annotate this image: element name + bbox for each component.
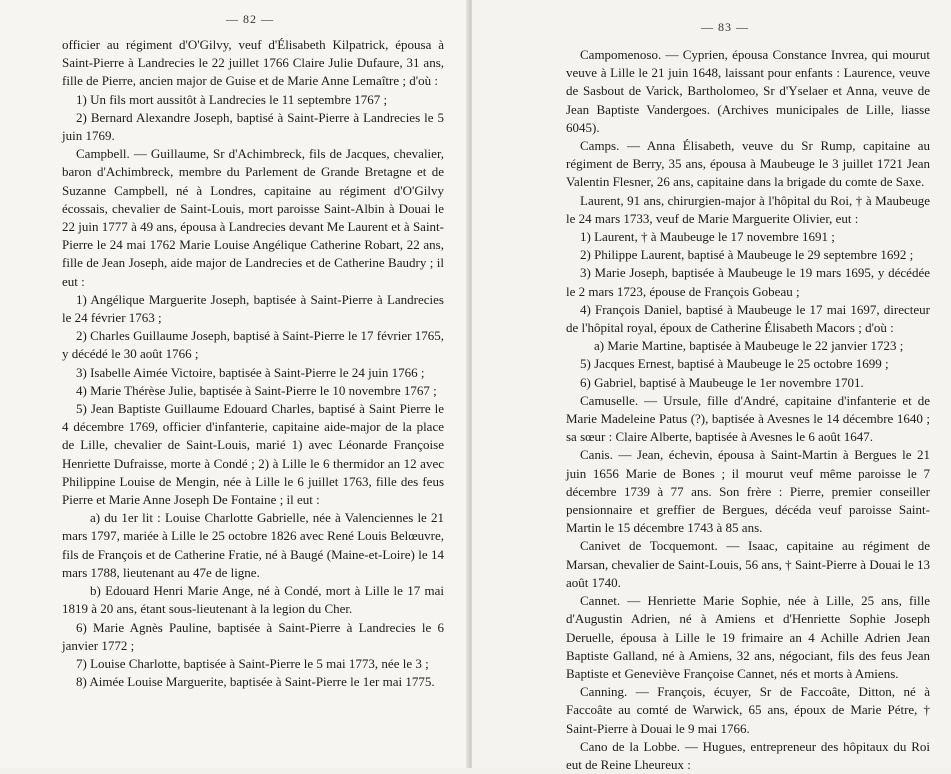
- list-item: 6) Gabriel, baptisé à Maubeuge le 1er novembre 1701.: [580, 374, 864, 390]
- entry-camuselle: Camuselle. — Ursule, fille d'André, capitaine d'infanterie et de Marie Madeleine Patus (?), baptisée à Avesnes le 14 décembre 1640 ; sa sœur : Claire Alberte, baptisée à Avesnes le 6 août 1647.: [566, 392, 930, 445]
- list-item: 1) Un fils mort aussitôt à Landrecies le 11 septembre 1767 ;: [76, 91, 388, 107]
- list-item: 4) François Daniel, baptisé à Maubeuge le 17 mai 1697, directeur de l'hôpital royal, époux de Catherine Élisabeth Macors ; d'où :: [566, 301, 930, 336]
- list-item: 1) Angélique Marguerite Joseph, baptisée à Saint-Pierre à Landrecies le 24 février 1763 ;: [62, 291, 444, 326]
- page-number: — 82 —: [226, 12, 274, 26]
- entry-cano-de-la-lobbe: Cano de la Lobbe. — Hugues, entrepreneur des hôpitaux du Roi eut de Reine Lheureux :: [566, 738, 930, 772]
- list-item: 2) Charles Guillaume Joseph, baptisé à Saint-Pierre le 17 février 1765, y décédé le 30 août 1766 ;: [62, 328, 444, 362]
- list-item: 7) Louise Charlotte, baptisée à Saint-Pierre le 5 mai 1773, née le 3 ;: [76, 655, 429, 671]
- page-number: — 83 —: [701, 20, 749, 34]
- list-subitem: a) du 1er lit : Louise Charlotte Gabrielle, née à Valenciennes le 21 mars 1797, mariée à Lille le 25 octobre 1826 avec René Louis Belœuvre, fils de François et de Catherine Fratie, né à Baugé (Maine-et-Loire) le 14 mars 1788, lieutenant au 47e de ligne.: [62, 510, 444, 580]
- page-body: [62, 36, 444, 691]
- paragraph: officier au régiment d'O'Gilvy, veuf d'Élisabeth Kilpatrick, épousa à Saint-Pierre à Landrecies le 22 juillet 1766 Claire Julie Dufaure, 31 ans, fille de Pierre, ancien major de Guise et de Marie Anne Lemaître ; d'où :: [62, 37, 444, 89]
- entry-canivet-de-tocquemont: Canivet de Tocquemont. — Isaac, capitaine au régiment de Marsan, chevalier de Saint-Louis, 56 ans, † Saint-Pierre à Douai le 13 août 1740.: [566, 538, 930, 590]
- list-item: 3) Isabelle Aimée Victoire, baptisée à Saint-Pierre le 24 juin 1766 ;: [76, 364, 425, 380]
- entry-campbell: Campbell. — Guillaume, Sr d'Achimbreck, fils de Jacques, chevalier, baron d'Achimbreck, membre du Parlement de Grande Bretagne et de Suzanne Campbell, né à Londres, capitaine au régiment d'O'Gilvy écossais, chevalier de Saint-Louis, mort paroisse Saint-Albin à Douai le 22 juin 1777 à 49 ans, épousa à Landrecies devant Me Laurent et à Saint-Pierre le 24 mai 1762 Marie Louise Angélique Catherine Robart, 22 ans, fille de Jean Joseph, aide major de Landrecies et de Catherine Baudry ; il eut :: [62, 146, 444, 289]
- entry-canning: Canning. — François, écuyer, Sr de Faccoâte, Ditton, né à Faccoâte au comté de Warwick, 65 ans, époux de Marie Pétre, † Saint-Pierre à Douai le 9 mai 1766.: [566, 684, 930, 736]
- list-item: 4) Marie Thérèse Julie, baptisée à Saint-Pierre le 10 novembre 1767 ;: [76, 382, 437, 398]
- entry-campomenoso: Campomenoso. — Cyprien, épousa Constance Invrea, qui mourut veuve à Lille le 21 juin 1648, laissant pour enfants : Laurence, veuve de Sasbout de Varick, Bartholomeo, Sr d'Yselaer et Anna, veuve de Jean Baptiste Vandergoes. (Archives municipales de Lille, liasse 6045).: [566, 47, 930, 135]
- paragraph: Laurent, 91 ans, chirurgien-major à l'hôpital du Roi, † à Maubeuge le 24 mars 1733, veuf de Marie Marguerite Olivier, eut :: [566, 192, 930, 226]
- list-item: 8) Aimée Louise Marguerite, baptisée à Saint-Pierre le 1er mai 1775.: [76, 674, 435, 690]
- left-page: [0, 0, 470, 768]
- list-item: 5) Jacques Ernest, baptisé à Maubeuge le 25 octobre 1699 ;: [580, 356, 889, 372]
- list-subitem: a) Marie Martine, baptisée à Maubeuge le 22 janvier 1723 ;: [594, 338, 904, 354]
- list-item: 2) Bernard Alexandre Joseph, baptisé à Saint-Pierre à Landrecies le 5 juin 1769.: [62, 109, 444, 144]
- list-item: 3) Marie Joseph, baptisée à Maubeuge le 19 mars 1695, y décédée le 2 mars 1723, épouse de François Gobeau ;: [566, 265, 930, 299]
- list-item: 5) Jean Baptiste Guillaume Edouard Charles, baptisé à Saint Pierre le 4 décembre 1769, officier d'infanterie, capitaine aide-major de la place de Lille, chevalier de Saint-Louis, marié 1) avec Léonarde Françoise Henriette Dufraisse, morte à Condé ; 2) à Lille le 6 thermidor an 12 avec Philippine Louise de Mengin, née à Lille le 6 juillet 1763, fille des feus Pierre et Marie Anne Joseph De Fontaine ; il eut :: [62, 401, 444, 508]
- list-item: 2) Philippe Laurent, baptisé à Maubeuge le 29 septembre 1692 ;: [580, 247, 914, 263]
- list-item: 6) Marie Agnès Pauline, baptisée à Saint-Pierre à Landrecies le 6 janvier 1772 ;: [62, 619, 444, 653]
- entry-camps: Camps. — Anna Élisabeth, veuve du Sr Rump, capitaine au régiment de Berry, 35 ans, épousa à Maubeuge le 3 juillet 1721 Jean Valentin Flesner, 26 ans, capitaine dans la brigade du comte de Saxe.: [566, 138, 930, 190]
- entry-canis: Canis. — Jean, échevin, épousa à Saint-Martin à Bergues le 21 juin 1656 Marie de Bones ; il mourut veuf même paroisse le 7 décembre 1739 à 77 ans. Son frère : Pierre, premier conseiller pensionnaire et greffier de Bergues, décéda veuf paroisse Saint-Martin le 15 décembre 1743 à 85 ans.: [566, 447, 930, 536]
- page-body: [566, 46, 930, 774]
- list-item: 1) Laurent, † à Maubeuge le 17 novembre 1691 ;: [580, 229, 835, 245]
- right-page: [472, 0, 951, 772]
- entry-cannet: Cannet. — Henriette Marie Sophie, née à Lille, 25 ans, fille d'Augustin Adrien, né à Amiens et d'Henriette Sophie Joseph Deruelle, épousa à Lille le 19 frimaire an 4 Achille Adrien Jean Baptiste Galland, né à Amiens, 32 ans, négociant, fils des feus Jean Baptiste et Geneviève Françoise Cannet, nés et morts à Amiens.: [566, 593, 930, 681]
- list-subitem: b) Edouard Henri Marie Ange, né à Condé, mort à Lille le 17 mai 1819 à 20 ans, étant sous-lieutenant à la legion du Cher.: [62, 583, 444, 617]
